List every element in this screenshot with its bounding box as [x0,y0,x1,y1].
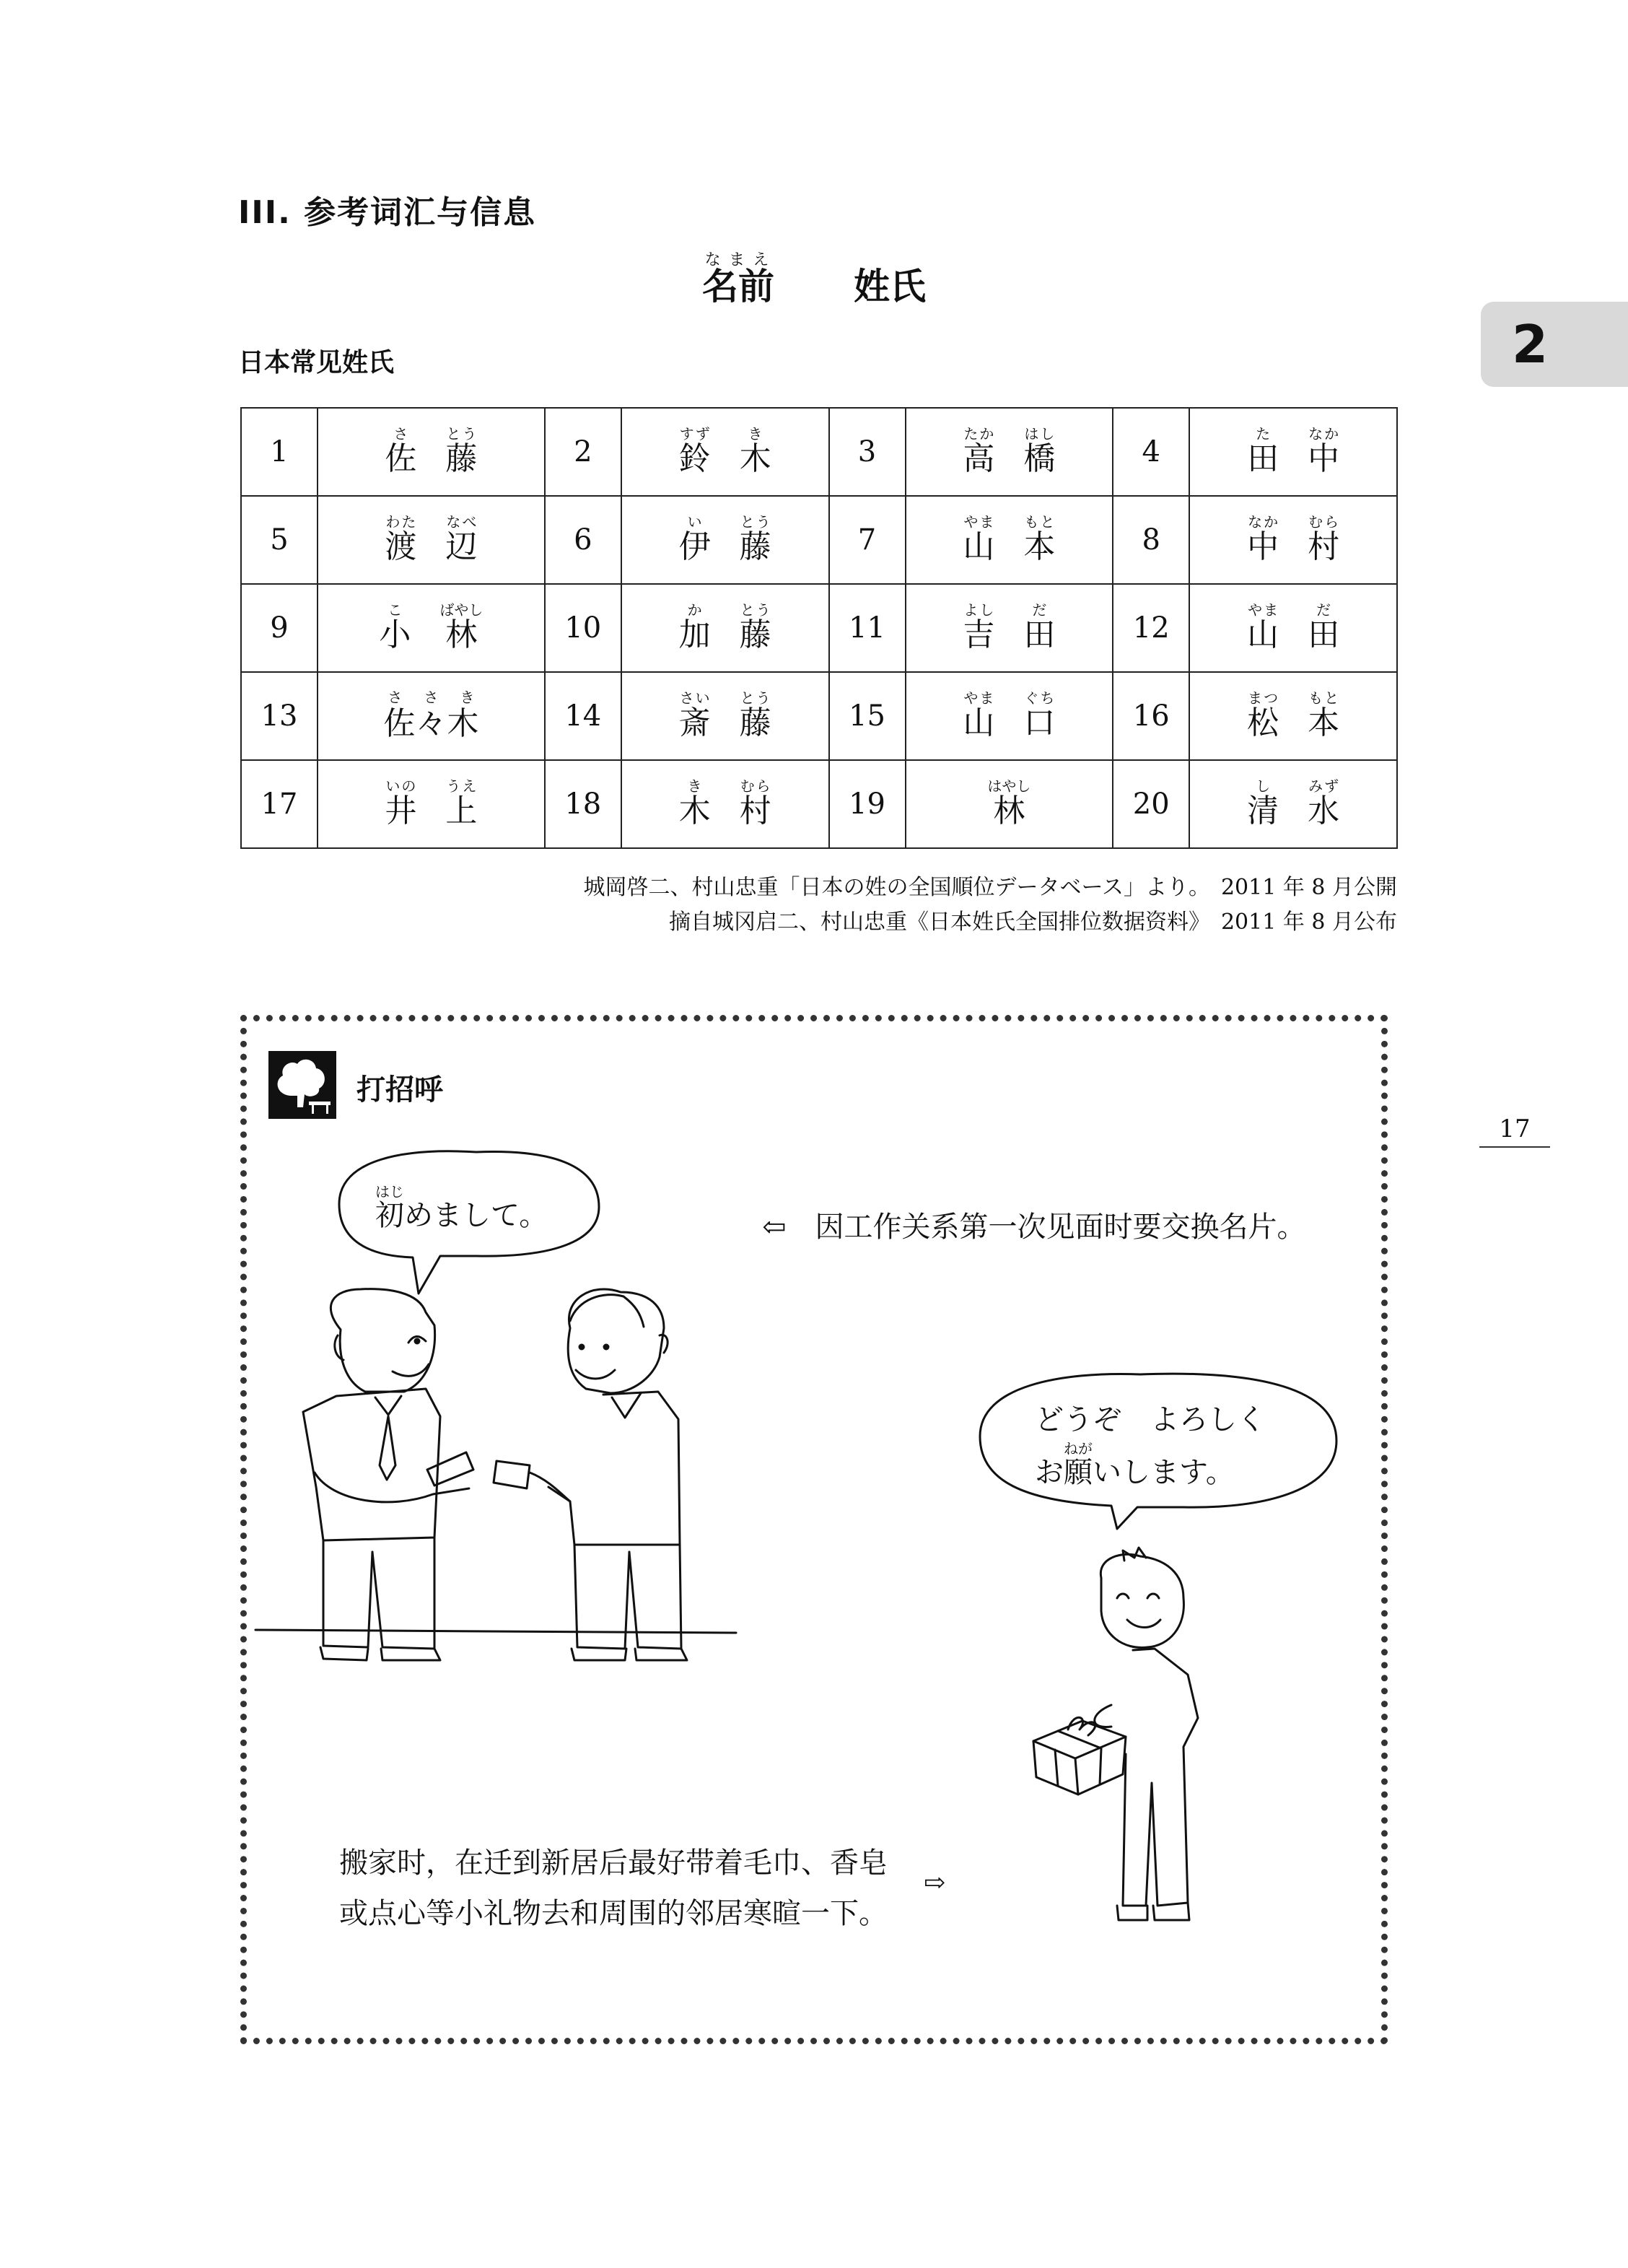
surname-reading: はやし [987,777,1031,795]
surname-kanji: 山 [963,528,995,565]
surname-rank: 2 [545,408,621,496]
surname-kanji: 本 [1308,704,1340,741]
surname-kanji: 吉 [963,616,995,653]
surname-rank: 12 [1113,584,1189,672]
surname-reading: き [739,424,771,442]
chapter-number: 2 [1511,314,1549,375]
surname-kanji: 橋 [1023,440,1056,477]
surname-kanji: 藤 [739,616,771,653]
surname-kanji: 佐々木 [383,705,479,742]
surname-kanji: 清 [1247,792,1279,829]
source-japanese: 城岡啓二、村山忠重「日本の姓の全国順位データベース」より。 2011 年 8 月公開 [583,875,1397,900]
boy-with-gift [1033,1548,1198,1920]
surname-rank: 18 [545,760,621,848]
surname-kanji: 村 [1308,528,1340,565]
surname-rank: 20 [1113,760,1189,848]
surname-rank: 14 [545,672,621,760]
surname-reading: なべ [445,513,478,531]
surname-kanji: 山 [963,704,995,741]
ruby-base-hajime: 初 [375,1199,404,1232]
surname-rank: 13 [241,672,318,760]
surname-reading: もと [1308,689,1340,707]
surname-reading: やま [963,689,995,707]
surname-reading: だ [1308,601,1340,619]
surname-rank: 6 [545,496,621,584]
surname-reading: すず [678,424,711,442]
surname-kanji: 藤 [739,528,771,565]
surname-reading: みず [1308,777,1340,795]
speech-line-1: どうぞ よろしく [1035,1403,1266,1436]
surname-kanji: 斎 [678,704,711,741]
surname-rank: 16 [1113,672,1189,760]
surname-kanji: 辺 [445,528,478,565]
page-number: 17 [1499,1115,1531,1143]
surname-kanji: 伊 [678,528,711,565]
ruby-negai [1064,1440,1093,1489]
ruby-hajime [375,1183,404,1232]
surname-rank: 15 [829,672,906,760]
surname-reading: うえ [445,777,478,795]
title-kanji: 名前 [702,266,774,308]
surname-kanji: 水 [1308,792,1340,829]
speech-line-2 [1035,1441,1266,1493]
surname-reading: もと [1023,513,1056,531]
surname-kanji: 木 [678,792,711,829]
surname-reading: むら [1308,513,1340,531]
surname-kanji: 林 [987,792,1031,829]
surname-reading: たか [963,424,995,442]
surname-kanji: 口 [1023,704,1056,741]
surname-reading: い [678,513,711,531]
surname-kanji: 本 [1023,528,1056,565]
surname-kanji: 藤 [739,704,771,741]
surname-rank: 11 [829,584,906,672]
surname-kanji: 小 [379,616,411,653]
surname-reading: とう [739,513,771,531]
surname-reading: た [1247,424,1279,442]
surname-reading: いの [385,777,417,795]
surname-reading: とう [445,424,478,442]
surname-rank: 5 [241,496,318,584]
surname-kanji: 田 [1247,440,1279,477]
businessman-right [494,1289,687,1660]
surname-reading: こ [379,601,411,619]
ruby-reading-negai: ねが [1064,1440,1093,1457]
surname-kanji: 林 [439,616,483,653]
surname-reading: し [1247,777,1279,795]
surname-kanji: 田 [1308,616,1340,653]
speech-text-rest: めまして。 [404,1199,548,1232]
surname-rank: 8 [1113,496,1189,584]
note-moving-line-2: 或点心等小礼物去和周围的邻居寒暄一下。 [339,1897,888,1930]
surname-reading: はし [1023,424,1056,442]
right-arrow-icon: ⇨ [924,1868,946,1898]
surname-kanji: 鈴 [678,440,711,477]
surname-kanji: 渡 [385,528,417,565]
surname-reading: さい [678,689,711,707]
surname-kanji: 田 [1023,616,1056,653]
speech-text-yoroshiku [1035,1399,1266,1493]
surname-rank: 19 [829,760,906,848]
surname-reading: なか [1247,513,1279,531]
ruby-reading-hajime: はじ [375,1183,404,1200]
surname-rank: 10 [545,584,621,672]
surname-kanji: 山 [1247,616,1279,653]
surname-reading: ぐち [1023,689,1056,707]
surname-kanji: 上 [445,792,478,829]
surname-rank: 9 [241,584,318,672]
surname-reading: まつ [1247,689,1279,707]
speech-line-2-rest: いします。 [1093,1456,1235,1489]
section-title: III. 参考词汇与信息 [238,194,537,231]
surname-rank: 7 [829,496,906,584]
surname-reading: とう [739,689,771,707]
surname-reading: やま [963,513,995,531]
surname-rank: 17 [241,760,318,848]
title-chinese: 姓氏 [854,266,926,308]
surname-reading: なか [1308,424,1340,442]
surname-kanji: 藤 [445,440,478,477]
surname-reading: よし [963,601,995,619]
businessman-left [303,1289,473,1660]
surname-reading: とう [739,601,771,619]
ruby-base-negai: 願 [1064,1456,1093,1489]
surname-reading: さ [385,424,417,442]
title-reading: なまえ [702,251,774,269]
surname-reading: さ さ き [383,688,479,706]
speech-prefix: お [1035,1456,1064,1489]
surname-rank: 3 [829,408,906,496]
source-chinese: 摘自城冈启二、村山忠重《日本姓氏全国排位数据资料》 2011 年 8 月公布 [668,910,1397,935]
speech-text-hajimemashite [375,1184,548,1237]
surname-kanji: 中 [1308,440,1340,477]
surname-kanji: 村 [739,792,771,829]
surname-kanji: 中 [1247,528,1279,565]
note-business-card: ⇦ 因工作关系第一次见面时要交换名片。 [762,1211,1306,1244]
note-moving [339,1838,888,1939]
surname-kanji: 加 [678,616,711,653]
ground-line [255,1630,736,1633]
surname-kanji: 佐 [385,440,417,477]
table-subtitle: 日本常见姓氏 [238,348,395,378]
surname-reading: ばやし [439,601,483,619]
surname-kanji: 高 [963,440,995,477]
surname-kanji: 松 [1247,704,1279,741]
surname-reading: か [678,601,711,619]
surname-reading: き [678,777,711,795]
surname-reading: わた [385,513,417,531]
surname-rank: 4 [1113,408,1189,496]
surname-reading: だ [1023,601,1056,619]
box-title: 打招呼 [356,1073,443,1107]
surname-reading: むら [739,777,771,795]
surname-kanji: 井 [385,792,417,829]
note-moving-line-1: 搬家时，在迁到新居后最好带着毛巾、香皂 [339,1846,888,1880]
surname-reading: やま [1247,601,1279,619]
surname-kanji: 木 [739,440,771,477]
surname-rank: 1 [241,408,318,496]
